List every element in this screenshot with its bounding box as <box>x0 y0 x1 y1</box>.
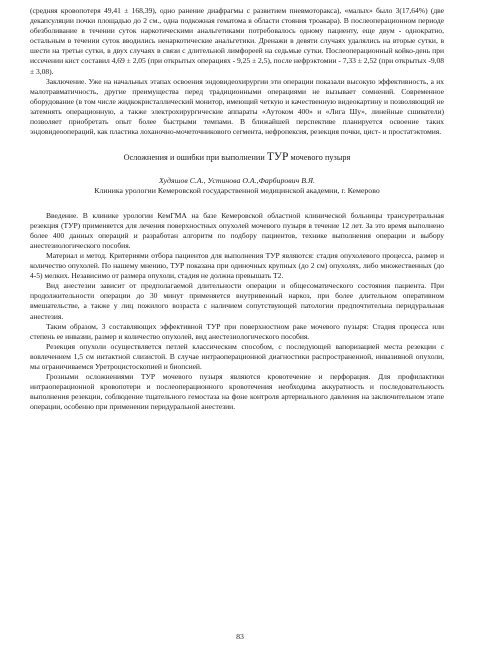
article-authors: Худяшов С.А., Устинова О.А.,Фарбирович В.Я. <box>159 176 315 186</box>
article-title-abbreviation: ТУР <box>266 151 289 164</box>
article-title <box>30 151 444 164</box>
paragraph-results-continued: (средняя кровопотеря 49,41 ± 168,39), одно ранение диафрагмы с развитием пневмоторакса), «малых» было 3(17,64%) (две декапсуляции почки площадью до 2 см., одна подкожная гематома в области стояния троакара). В послеоперационном периоде обезболивание в течении суток наркотическими анальгетиками потребовалось одному пациенту, еще двум - однократно, остальным в течении суток вводились ненаркотические анальгетики. Дренажи в девяти случаях удалялись на вторые сутки, в шести на третьи сутки, в двух случаях в связи с длительной лимфореей на седьмые сутки. Послеоперационный койко-день при иссечении кист составил 4,69 ± 2,05 (при открытых операциях - 9,25 ± 2,5), после нефрэктомии - 7,33 ± 2,52 (при открытых -9,08 ± 3,08). <box>30 6 444 76</box>
paragraph-material-method: Материал и метод. Критериями отбора пациентов для выполнения ТУР являются: стадия опухолевого процесса, размер и количество опухолей. По нашему мнению, ТУР показана при одиночных крупных (до 2 см) опухолях, либо множественных (до 4-5) мелких. Независимо от размера опухоли, стадия не должна превышать Т2. <box>30 251 444 281</box>
article-title-part-1: Осложнения и ошибки при выполнении <box>123 153 267 163</box>
paragraph-summary: Таким образом, 3 составляющих эффективной ТУР при поверхностном раке мочевого пузыря: Стадия процесса или степень ее инвазии, размер и количество опухолей, вид анестезиологического пособия. <box>30 321 444 341</box>
article-affiliation: Клиника урологии Кемеровской государственной медицинской академии, г. Кемерово <box>94 186 380 196</box>
paragraph-conclusion: Заключение. Уже на начальных этапах освоения эндовидеохирургии эти операции показали высокую эффективность, а их малотравматичность, другие преимущества перед традиционными операциями не вызывает сомнений. Современное оборудование (в том числе жидкокристаллический монитор, имеющий четкую и качественную видеокартину и позволяющий не затемнять операционную, а также электрохирургические аппараты «Аутоком 400» и «Лига Шу», линейные сшиватели) позволяет приобретать опыт более быстрыми темпами. В ближайшей перспективе планируется освоение таких эндовидеоопераций, как пластика лоханочно-мочеточникового сегмента, нефропексия, резекция почки, цист- и простатэктомия. <box>30 76 444 137</box>
page-number: 83 <box>236 632 244 641</box>
paragraph-introduction: Введение. В клинике урологии КемГМА на базе Кемеровской областной клинической больницы трансуретральная резекция (ТУР) применяется для лечения поверхностных опухолей мочевого пузыря в течение 12 лет. За это время выполнено более 400 данных операций и разработан алгоритм по подбору пациентов, технике выполнения операции и выбору анестезиологического пособия. <box>30 210 444 250</box>
article-title-part-2: мочевого пузыря <box>288 153 351 163</box>
paragraph-complications: Грозными осложнениями ТУР мочевого пузыря являются кровотечение и перфорация. Для профилактики интраоперационной кровопотери и послеоперационного кровотечения необходима аккуратность и последовательность выполнения резекции, соблюдение тщательного гемостаза на фоне контроля артериального давления на заключительном этапе операции, особенно при применении перидуральной анестезии. <box>30 372 444 412</box>
paragraph-resection: Резекция опухоли осуществляется петлей классическим способом, с последующей вапоризацией места резекции с вовлечением 1,5 см интактной слизистой. В случае интраоперационной диагностики распространенной, инвазивной опухоли, мы ограничиваемся Уретроцистоскопией и биопсией. <box>30 341 444 372</box>
paragraph-anesthesia: Вид анестезии зависит от предполагаемой длительности операции и общесоматического состояния пациента. При продолжительности операции до 30 минут применяется внутривенный наркоз, при болеe длительном оперативном вмешательстве, а также у лиц пожилого возраста с наличием сопутствующей патологии предпочтительна перидуральная анестезия. <box>30 281 444 321</box>
